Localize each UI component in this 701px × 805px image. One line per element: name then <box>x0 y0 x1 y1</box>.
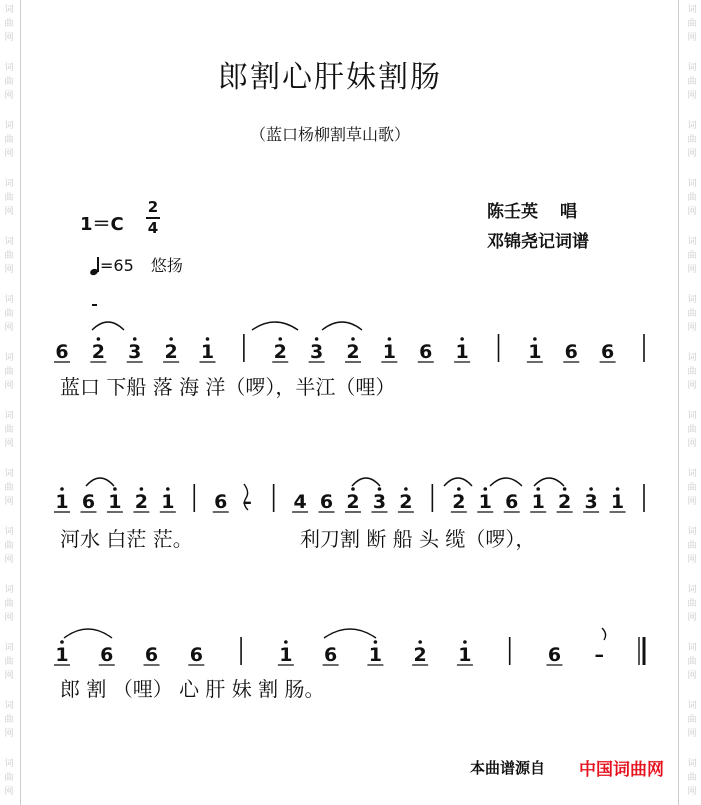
watermark-glyph: 曲 <box>687 425 697 435</box>
watermark-glyph: 曲 <box>4 425 14 435</box>
watermark-glyph: 词 <box>687 353 697 363</box>
watermark-glyph: 网 <box>687 91 697 101</box>
slur <box>490 478 522 486</box>
watermark-glyph: 词 <box>687 179 697 189</box>
octave-dot <box>460 337 464 341</box>
tempo-value: =65 <box>100 256 134 275</box>
slur <box>324 629 376 638</box>
note: 2 <box>346 491 360 513</box>
slur <box>64 629 112 638</box>
watermark-glyph: 曲 <box>687 773 697 783</box>
octave-dot <box>278 337 282 341</box>
octave-dot <box>169 337 173 341</box>
note: 1 <box>108 491 122 513</box>
note: 1 <box>478 491 492 513</box>
watermark-glyph: 曲 <box>4 657 14 667</box>
note: 6 <box>564 341 578 363</box>
score-line-2 <box>54 484 644 513</box>
watermark-glyph: 曲 <box>687 193 697 203</box>
watermark-glyph: 曲 <box>687 19 697 29</box>
hold-dash: – <box>242 491 252 513</box>
note: 6 <box>319 491 334 513</box>
lyric-line-2b: 利刀割 断 船 头 缆（啰）， <box>300 527 536 551</box>
slur <box>444 478 472 486</box>
note: 6 <box>189 644 203 666</box>
watermark-glyph: 网 <box>687 381 697 391</box>
lyric-line-2a: 河水 白茫 茫。 <box>60 527 193 551</box>
note: 2 <box>452 491 466 513</box>
watermark-glyph: 曲 <box>687 715 697 725</box>
note: 6 <box>601 341 615 363</box>
watermark-glyph: 网 <box>4 207 14 217</box>
note: 6 <box>323 644 338 666</box>
note: 1 <box>368 644 383 666</box>
watermark-glyph: 网 <box>4 381 14 391</box>
watermark-glyph: 词 <box>4 585 14 595</box>
slur <box>534 478 564 486</box>
note: 2 <box>134 491 148 513</box>
octave-dot <box>166 487 170 491</box>
watermark-glyph: 网 <box>4 787 14 797</box>
watermark-glyph: 词 <box>4 701 14 711</box>
lyric-line-3: 郎 割 （哩） 心 肝 妹 割 肠。 <box>60 677 325 701</box>
watermark-glyph: 曲 <box>4 19 14 29</box>
watermark-glyph: 词 <box>687 411 697 421</box>
watermark-glyph: 曲 <box>687 77 697 87</box>
watermark-glyph: 曲 <box>4 135 14 145</box>
site-link[interactable]: 中国词曲网 <box>579 760 664 780</box>
watermark-glyph: 词 <box>4 63 14 73</box>
breath-mark <box>602 628 606 640</box>
score-line-3 <box>54 637 644 666</box>
watermark-glyph: 曲 <box>4 773 14 783</box>
note: 1 <box>161 491 175 513</box>
watermark-glyph: 词 <box>4 411 14 421</box>
tempo-expression: 悠扬 <box>150 256 183 275</box>
watermark-glyph: 网 <box>687 207 697 217</box>
note: 2 <box>399 491 413 513</box>
octave-dot <box>616 487 620 491</box>
watermark-glyph: 词 <box>4 527 14 537</box>
watermark-glyph: 曲 <box>687 251 697 261</box>
watermark-glyph: 词 <box>4 643 14 653</box>
watermark-glyph: 网 <box>4 149 14 159</box>
slur <box>322 322 362 330</box>
note: 6 <box>144 644 159 666</box>
note: 2 <box>413 644 427 666</box>
source-label: 本曲谱源自 <box>470 759 546 777</box>
note: 1 <box>531 491 545 513</box>
watermark-glyph: 曲 <box>687 135 697 145</box>
watermark-glyph: 曲 <box>687 367 697 377</box>
watermark-glyph: 网 <box>4 439 14 449</box>
note: 1 <box>200 341 215 363</box>
note: 1 <box>528 341 542 363</box>
octave-dot <box>463 640 467 644</box>
watermark-glyph: 词 <box>4 469 14 479</box>
watermark-glyph: 网 <box>687 787 697 797</box>
octave-dot <box>418 640 422 644</box>
watermark-glyph: 网 <box>687 555 697 565</box>
note: 1 <box>279 644 293 666</box>
note: 6 <box>505 491 519 513</box>
watermark-glyph: 曲 <box>687 599 697 609</box>
watermark-glyph: 词 <box>4 353 14 363</box>
watermark-glyph: 曲 <box>4 193 14 203</box>
watermark-glyph: 词 <box>4 179 14 189</box>
note: 3 <box>128 341 142 363</box>
watermark-glyph: 曲 <box>4 541 14 551</box>
key-signature: 1＝C <box>80 214 124 235</box>
octave-dot <box>388 337 392 341</box>
watermark-glyph: 网 <box>4 497 14 507</box>
watermark-glyph: 曲 <box>4 483 14 493</box>
watermark-glyph: 词 <box>687 585 697 595</box>
octave-dot <box>378 487 382 491</box>
watermark-glyph: 曲 <box>4 599 14 609</box>
watermark-glyph: 词 <box>4 295 14 305</box>
song-subtitle: （蓝口杨柳割草山歌） <box>249 125 410 144</box>
watermark-glyph: 词 <box>687 63 697 73</box>
meter-top: 2 <box>147 198 159 216</box>
slur <box>352 478 380 486</box>
watermark-glyph: 曲 <box>4 309 14 319</box>
note: 2 <box>91 341 105 363</box>
octave-dot <box>589 487 593 491</box>
watermark-glyph: 词 <box>687 121 697 131</box>
note: 1 <box>458 644 472 666</box>
octave-dot <box>315 337 319 341</box>
watermark-glyph: 网 <box>4 323 14 333</box>
note: 6 <box>81 491 96 513</box>
watermark-glyph: 网 <box>4 91 14 101</box>
watermark-glyph: 网 <box>687 33 697 43</box>
octave-dot <box>133 337 137 341</box>
watermark-glyph: 词 <box>687 5 697 15</box>
note: 2 <box>164 341 178 363</box>
slur <box>252 322 298 330</box>
note: 6 <box>419 341 433 363</box>
note: 6 <box>214 491 228 513</box>
note: 1 <box>610 491 625 513</box>
note: 3 <box>372 491 387 513</box>
octave-dot <box>457 487 461 491</box>
octave-dot <box>60 640 64 644</box>
watermark-glyph: 词 <box>4 5 14 15</box>
octave-dot <box>374 640 378 644</box>
hold-dash: – <box>594 644 604 666</box>
watermark-glyph: 网 <box>4 555 14 565</box>
note: 6 <box>55 341 69 363</box>
note: 4 <box>293 491 307 513</box>
watermark-glyph: 曲 <box>687 483 697 493</box>
octave-dot <box>284 640 288 644</box>
note: 2 <box>558 491 572 513</box>
watermark-glyph: 网 <box>687 265 697 275</box>
watermark-glyph: 网 <box>687 323 697 333</box>
watermark-glyph: 曲 <box>4 251 14 261</box>
watermark-glyph: 曲 <box>687 541 697 551</box>
watermark-glyph: 曲 <box>4 367 14 377</box>
octave-dot <box>483 487 487 491</box>
note: 1 <box>55 491 69 513</box>
note: 2 <box>273 341 287 363</box>
watermark-glyph: 词 <box>4 237 14 247</box>
watermark-glyph: 词 <box>687 643 697 653</box>
watermark-glyph: 曲 <box>4 715 14 725</box>
watermark-glyph: 词 <box>687 469 697 479</box>
octave-dot <box>140 487 144 491</box>
watermark-glyph: 网 <box>687 729 697 739</box>
note: 3 <box>584 491 598 513</box>
watermark-glyph: 词 <box>687 527 697 537</box>
note: 6 <box>100 644 114 666</box>
watermark-glyph: 词 <box>4 121 14 131</box>
watermark-glyph: 词 <box>687 759 697 769</box>
octave-dot <box>113 487 117 491</box>
score-line-1 <box>54 334 644 363</box>
song-title: 郎割心肝妹割肠 <box>218 60 442 95</box>
singer-role: 唱 <box>560 202 577 222</box>
watermark-glyph: 网 <box>687 439 697 449</box>
octave-dot <box>536 487 540 491</box>
watermark-glyph: 词 <box>687 701 697 711</box>
octave-dot <box>206 337 210 341</box>
singer-name: 陈壬英 <box>487 202 538 222</box>
watermark-glyph: 网 <box>4 729 14 739</box>
octave-dot <box>97 337 101 341</box>
watermark-glyph: 网 <box>687 613 697 623</box>
octave-dot <box>351 487 355 491</box>
watermark-glyph: 网 <box>4 265 14 275</box>
note: 1 <box>382 341 396 363</box>
octave-dot <box>404 487 408 491</box>
note: 1 <box>455 341 469 363</box>
note: 6 <box>547 644 562 666</box>
watermark-glyph: 网 <box>687 149 697 159</box>
octave-dot <box>351 337 355 341</box>
watermark-glyph: 网 <box>4 33 14 43</box>
octave-dot <box>533 337 537 341</box>
watermark-glyph: 网 <box>687 497 697 507</box>
watermark-glyph: 曲 <box>687 309 697 319</box>
meter-bottom: 4 <box>147 219 159 237</box>
watermark-glyph: 曲 <box>4 77 14 87</box>
note: 2 <box>346 341 360 363</box>
credit-notation: 邓锦尧记词谱 <box>487 232 589 252</box>
octave-dot <box>60 487 64 491</box>
note: 1 <box>55 644 69 666</box>
watermark-glyph: 词 <box>687 237 697 247</box>
octave-dot <box>563 487 567 491</box>
lyric-line-1: 蓝口 下船 落 海 洋（啰），半江（哩） <box>60 375 396 399</box>
watermark-glyph: 网 <box>687 671 697 681</box>
watermark-glyph: 网 <box>4 613 14 623</box>
watermark-glyph: 曲 <box>687 657 697 667</box>
slur-marks <box>64 322 606 640</box>
watermark-glyph: 词 <box>687 295 697 305</box>
slur <box>86 478 114 486</box>
watermark-glyph: 网 <box>4 671 14 681</box>
note: 3 <box>310 341 324 363</box>
slur <box>92 322 124 330</box>
watermark-glyph: 词 <box>4 759 14 769</box>
